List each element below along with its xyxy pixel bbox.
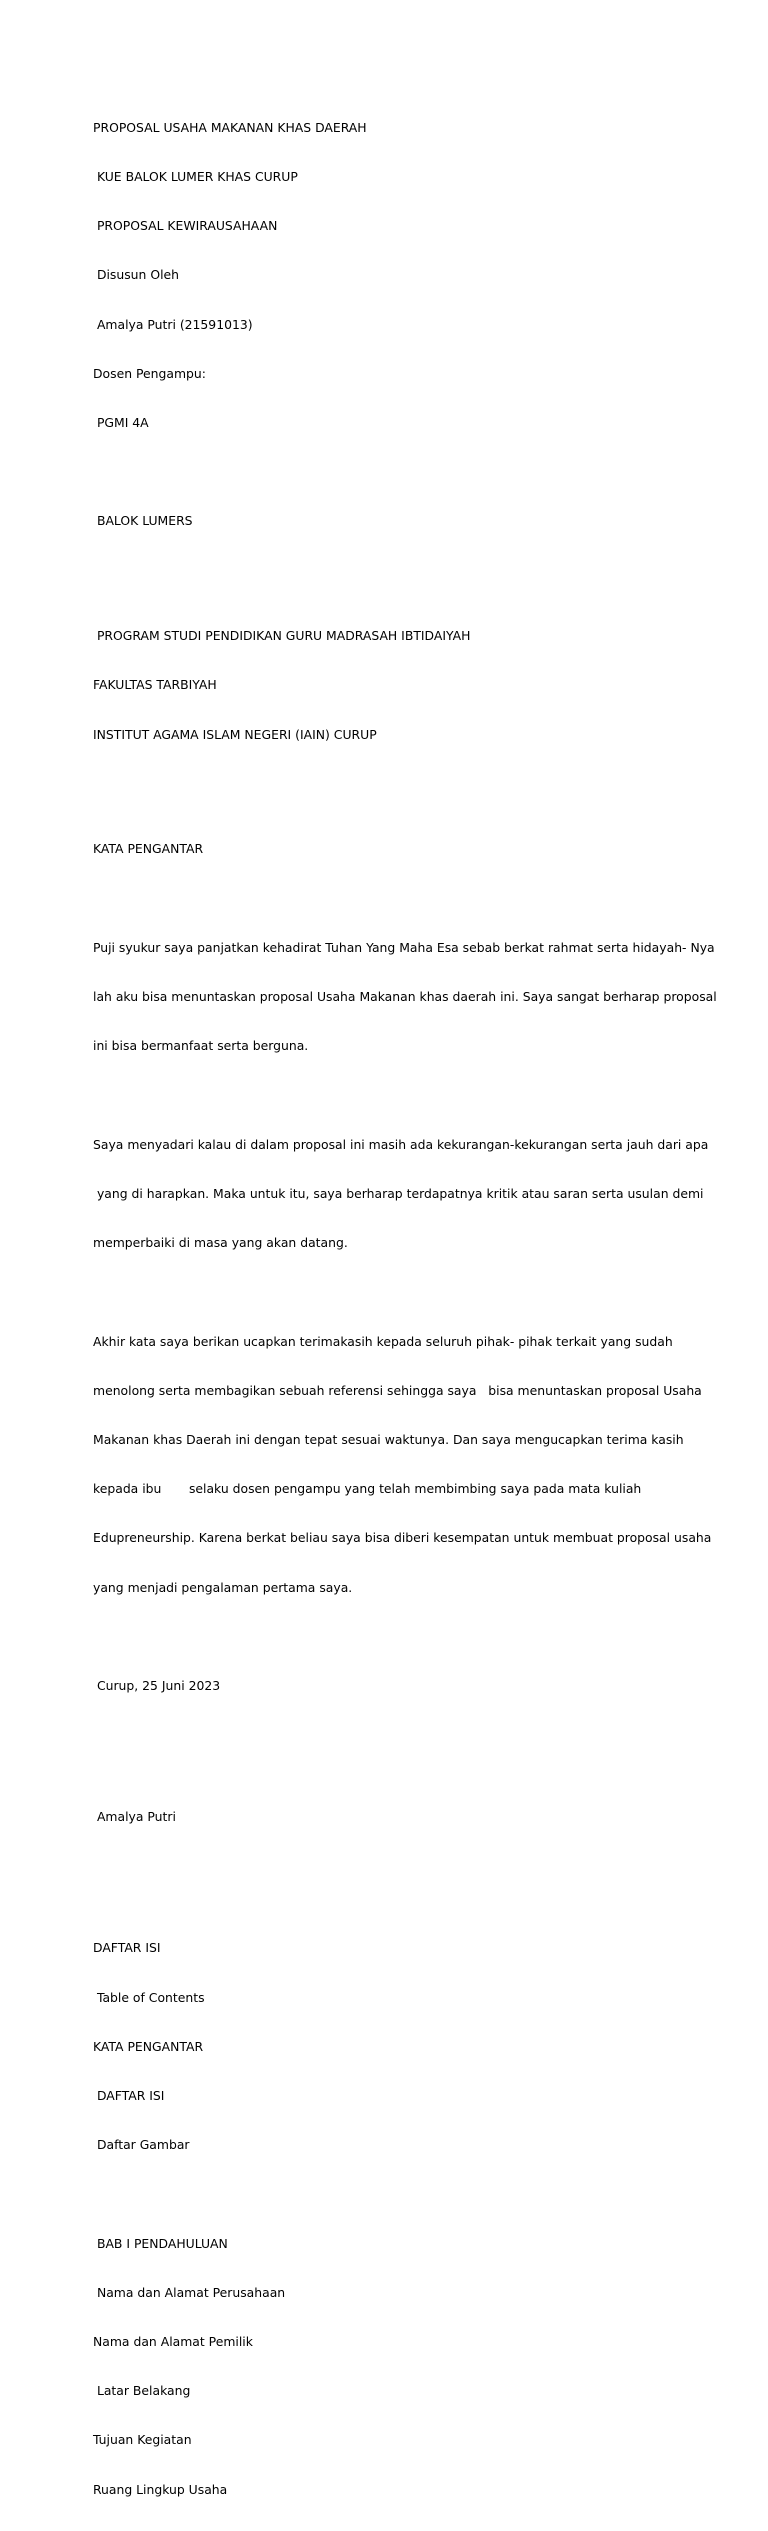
lecturer-label: Dosen Pengampu: <box>93 365 206 381</box>
preface-paragraph-3-line: yang menjadi pengalaman pertama saya. <box>93 1579 353 1595</box>
spacer <box>93 1727 673 1776</box>
toc-item: Daftar Gambar <box>93 2137 190 2153</box>
preface-paragraph-3-line: Makanan khas Daerah ini dengan tepat sesuai waktunya. Dan saya mengucapkan terima kasih <box>93 1431 684 1447</box>
preface-heading: KATA PENGANTAR <box>93 841 204 857</box>
spacer <box>93 2186 673 2202</box>
proposal-type: PROPOSAL KEWIRAUSAHAAN <box>93 218 278 234</box>
study-program: PROGRAM STUDI PENDIDIKAN GURU MADRASAH IBTIDAIYAH <box>93 628 471 644</box>
preface-paragraph-1-line: Puji syukur saya panjatkan kehadirat Tuhan Yang Maha Esa sebab berkat rahmat serta hidayah- Nya <box>93 939 715 955</box>
preface-paragraph-3-line: Akhir kata saya berikan ucapkan terimakasih kepada seluruh pihak- pihak terkait yang sudah <box>93 1333 673 1349</box>
brand-name: BALOK LUMERS <box>93 513 193 529</box>
spacer <box>93 1087 673 1103</box>
toc-heading: DAFTAR ISI <box>93 1940 161 1956</box>
institute-name: INSTITUT AGAMA ISLAM NEGERI (IAIN) CURUP <box>93 726 377 742</box>
spacer <box>93 563 673 596</box>
spacer <box>93 776 673 792</box>
signature-name: Amalya Putri <box>93 1809 176 1825</box>
proposal-subtitle: KUE BALOK LUMER KHAS CURUP <box>93 169 298 185</box>
toc-chapter-item: Latar Belakang <box>93 2383 191 2399</box>
document-body <box>93 87 717 2531</box>
spacer <box>93 1284 673 1300</box>
class-name: PGMI 4A <box>93 415 149 431</box>
toc-item: Table of Contents <box>93 1989 205 2005</box>
faculty-name: FAKULTAS TARBIYAH <box>93 677 217 693</box>
preface-paragraph-2-line: yang di harapkan. Maka untuk itu, saya berharap terdapatnya kritik atau saran serta usulan demi <box>93 1185 704 1201</box>
preface-paragraph-2-line: memperbaiki di masa yang akan datang. <box>93 1235 348 1251</box>
author-name: Amalya Putri (21591013) <box>93 316 253 332</box>
toc-chapter-item: Ruang Lingkup Usaha <box>93 2481 228 2497</box>
preface-paragraph-2-line: Saya menyadari kalau di dalam proposal ini masih ada kekurangan-kekurangan serta jauh dari apa <box>93 1136 709 1152</box>
place-date: Curup, 25 Juni 2023 <box>93 1677 221 1693</box>
spacer <box>93 464 673 480</box>
spacer <box>93 1858 673 1891</box>
preface-paragraph-3-line: menolong serta membagikan sebuah referensi sehingga saya bisa menuntaskan proposal Usaha <box>93 1382 702 1398</box>
spacer <box>93 891 673 907</box>
preface-paragraph-1-line: lah aku bisa menuntaskan proposal Usaha Makanan khas daerah ini. Saya sangat berharap proposal <box>93 989 717 1005</box>
toc-chapter-item: Nama dan Alamat Perusahaan <box>93 2284 286 2300</box>
preface-paragraph-3-line: Edupreneurship. Karena berkat beliau saya bisa diberi kesempatan untuk membuat proposal usaha <box>93 1530 712 1546</box>
preface-paragraph-3-line: kepada ibu selaku dosen pengampu yang telah membimbing saya pada mata kuliah <box>93 1481 642 1497</box>
preface-paragraph-1-line: ini bisa bermanfaat serta berguna. <box>93 1038 309 1054</box>
toc-chapter: BAB I PENDAHULUAN <box>93 2235 228 2251</box>
toc-chapter-item: Tujuan Kegiatan <box>93 2432 192 2448</box>
spacer <box>93 1629 673 1645</box>
author-label: Disusun Oleh <box>93 267 180 283</box>
toc-item: KATA PENGANTAR <box>93 2038 204 2054</box>
toc-item: DAFTAR ISI <box>93 2087 165 2103</box>
toc-chapter-item: Nama dan Alamat Pemilik <box>93 2333 253 2349</box>
proposal-title: PROPOSAL USAHA MAKANAN KHAS DAERAH <box>93 119 367 135</box>
